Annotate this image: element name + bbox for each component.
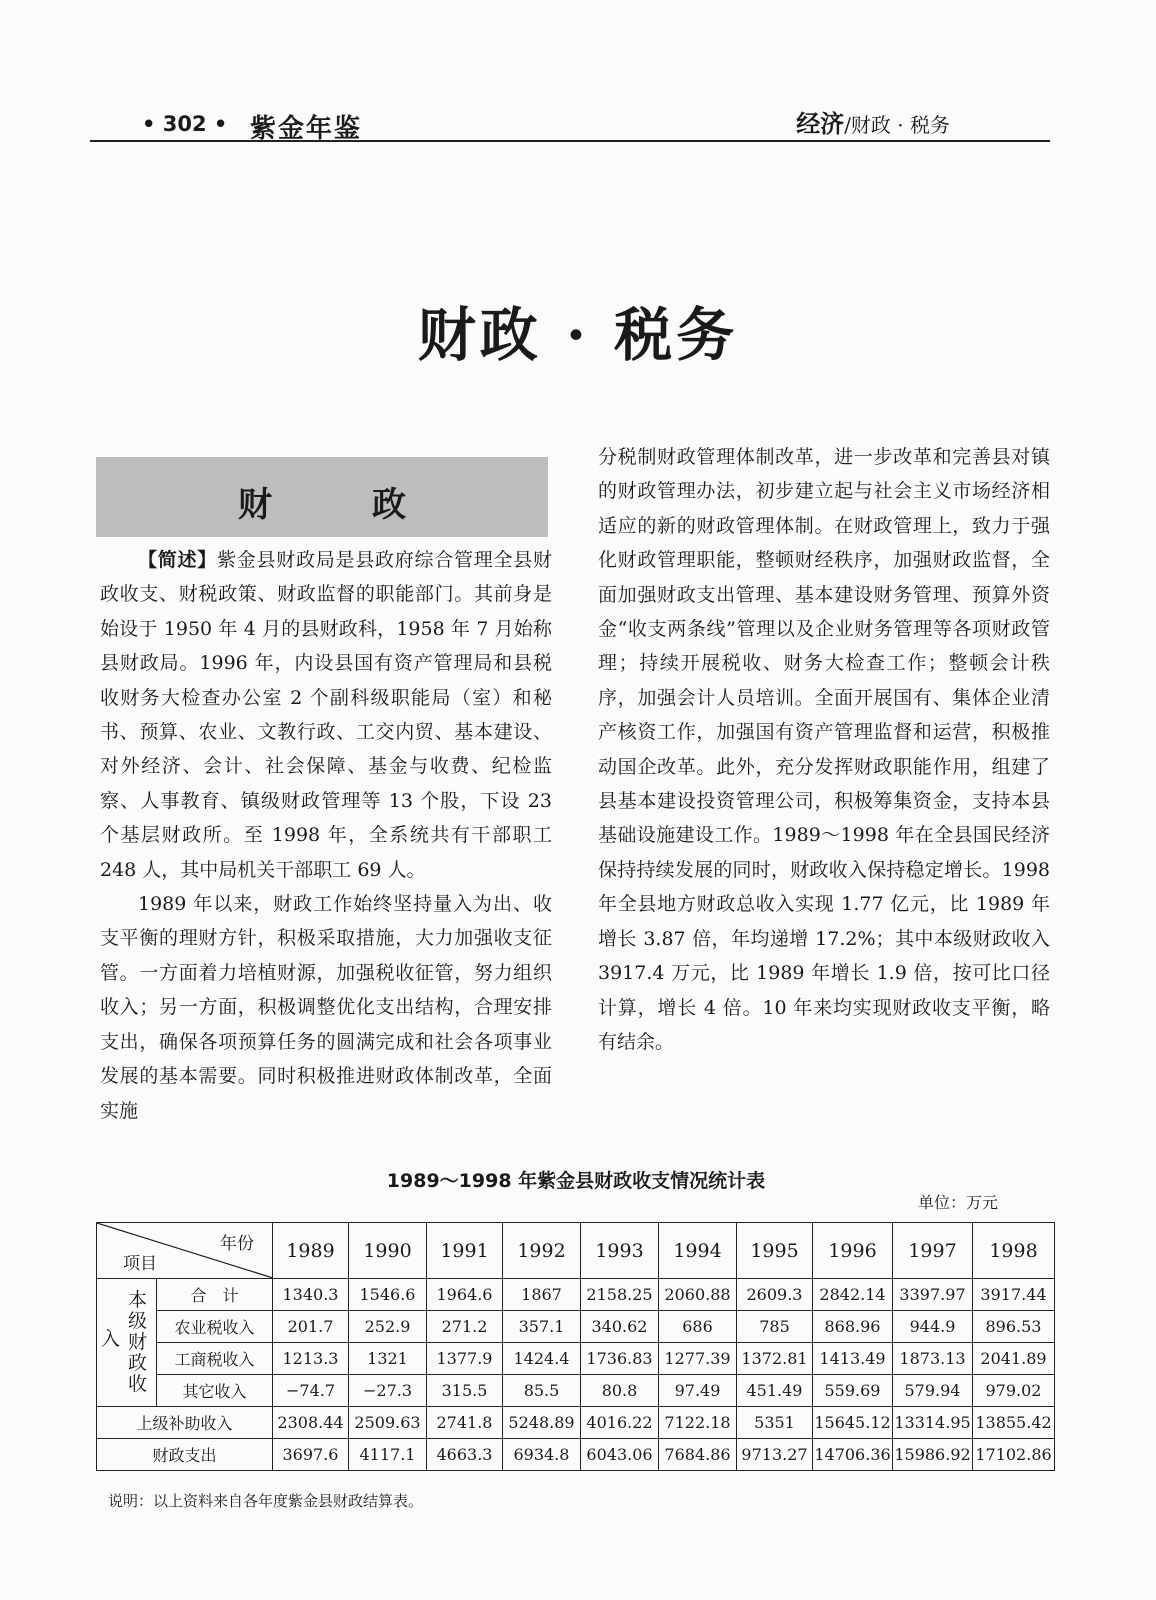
table-row bbox=[97, 1439, 1055, 1471]
table-cell: 944.9 bbox=[893, 1311, 973, 1343]
table-cell: 5351 bbox=[737, 1407, 813, 1439]
table-cell: 2060.88 bbox=[659, 1279, 737, 1311]
section-heading: 财政 bbox=[238, 485, 506, 525]
table-cell: 451.49 bbox=[737, 1375, 813, 1407]
chapter-title: 财政 · 税务 bbox=[417, 301, 739, 369]
year-header: 1992 bbox=[503, 1223, 581, 1279]
table-row bbox=[97, 1407, 1055, 1439]
table-cell: 201.7 bbox=[273, 1311, 349, 1343]
table-cell: 2842.14 bbox=[813, 1279, 893, 1311]
table-cell: 1873.13 bbox=[893, 1343, 973, 1375]
year-header: 1990 bbox=[349, 1223, 427, 1279]
table-cell: 1736.83 bbox=[581, 1343, 659, 1375]
section-heading-box bbox=[96, 457, 548, 537]
table-cell: −27.3 bbox=[349, 1375, 427, 1407]
table-unit: 单位：万元 bbox=[918, 1193, 999, 1212]
group-label-char: 政 bbox=[127, 1352, 147, 1374]
overview-tag: 【简述】 bbox=[138, 549, 217, 571]
table-row bbox=[97, 1279, 1055, 1311]
table-cell: 9713.27 bbox=[737, 1439, 813, 1471]
table-cell: 2741.8 bbox=[427, 1407, 503, 1439]
table-cell: 2041.89 bbox=[973, 1343, 1055, 1375]
table-cell: 13855.42 bbox=[973, 1407, 1055, 1439]
year-header: 1993 bbox=[581, 1223, 659, 1279]
table-cell: 1213.3 bbox=[273, 1343, 349, 1375]
table-cell: 15986.92 bbox=[893, 1439, 973, 1471]
table-cell: 17102.86 bbox=[973, 1439, 1055, 1471]
corner-year-label: 年份 bbox=[220, 1234, 254, 1254]
table-cell: 6043.06 bbox=[581, 1439, 659, 1471]
row-label: 其它收入 bbox=[157, 1375, 273, 1407]
table-cell: 1377.9 bbox=[427, 1343, 503, 1375]
row-label: 财政支出 bbox=[97, 1439, 273, 1471]
overview-text: 紫金县财政局是县政府综合管理全县财政收支、财税政策、财政监督的职能部门。其前身是始设于 1950 年 4 月的县财政科，1958 年 7 月始称县财政局。1996 年，内设县国有资产管理局和县税收财务大检查办公室 2 个副科级职能局（室）和秘书、预算、农业、文教行政、工交内贸、基本建设、对外经济、会计、社会保障、基金与收费、纪检监察、人事教育、镇级财政管理等 13 个股，下设 23 个基层财政所。至 1998 年，全系统共有干部职工 248 人，其中局机关干部职工 69 人。 bbox=[100, 549, 552, 881]
table-cell: 1964.6 bbox=[427, 1279, 503, 1311]
table-cell: 2308.44 bbox=[273, 1407, 349, 1439]
table-cell: 5248.89 bbox=[503, 1407, 581, 1439]
row-label: 上级补助收入 bbox=[97, 1407, 273, 1439]
table-cell: 4663.3 bbox=[427, 1439, 503, 1471]
table-cell: 868.96 bbox=[813, 1311, 893, 1343]
table-cell: 97.49 bbox=[659, 1375, 737, 1407]
book-title: 紫金年鉴 bbox=[250, 114, 363, 144]
table-cell: 4117.1 bbox=[349, 1439, 427, 1471]
group-label-char: 财 bbox=[127, 1331, 147, 1353]
table-cell: 1321 bbox=[349, 1343, 427, 1375]
group-label-char: 收 bbox=[127, 1373, 147, 1395]
row-label: 工商税收入 bbox=[157, 1343, 273, 1375]
section-path-sub: /财政 · 税务 bbox=[844, 113, 950, 137]
table-cell: 979.02 bbox=[973, 1375, 1055, 1407]
table-cell: 3397.97 bbox=[893, 1279, 973, 1311]
body-paragraph: 1989 年以来，财政工作始终坚持量入为出、收支平衡的理财方针，积极采取措施，大力加强收支征管。一方面着力培植财源，加强税收征管，努力组织收入；另一方面，积极调整优化支出结构，合理安排支出，确保各项预算任务的圆满完成和社会各项事业发展的基本需要。同时积极推进财政体制改革，全面实施 bbox=[100, 893, 552, 1122]
table-cell: 315.5 bbox=[427, 1375, 503, 1407]
year-header: 1989 bbox=[273, 1223, 349, 1279]
table-title: 1989～1998 年紫金县财政收支情况统计表 bbox=[386, 1170, 766, 1192]
table-cell: 3697.6 bbox=[273, 1439, 349, 1471]
table-cell: 559.69 bbox=[813, 1375, 893, 1407]
table-cell: 4016.22 bbox=[581, 1407, 659, 1439]
row-label: 合 计 bbox=[157, 1279, 273, 1311]
section-path-main: 经济 bbox=[796, 109, 845, 138]
table-cell: 6934.8 bbox=[503, 1439, 581, 1471]
group-label-char: 本 bbox=[127, 1289, 147, 1311]
table-cell: 14706.36 bbox=[813, 1439, 893, 1471]
body-paragraph-continued: 分税制财政管理体制改革，进一步改革和完善县对镇的财政管理办法，初步建立起与社会主义市场经济相适应的新的财政管理体制。在财政管理上，致力于强化财政管理职能，整顿财经秩序，加强财政监督，全面加强财政支出管理、基本建设财务管理、预算外资金“收支两条线”管理以及企业财务管理等各项财政管理；持续开展税收、财务大检查工作；整顿会计秩序，加强会计人员培训。全面开展国有、集体企业清产核资工作，加强国有资产管理监督和运营，积极推动国企改革。此外，充分发挥财政职能作用，组建了县基本建设投资管理公司，积极筹集资金，支持本县基础设施建设工作。1989～1998 年在全县国民经济保持持续发展的同时，财政收入保持稳定增长。1998 年全县地方财政总收入实现 1.77 亿元，比 1989 年增长 3.87 倍，年均递增 17.2%；其中本级财政收入 3917.4 万元，比 1989 年增长 1.9 倍，按可比口径计算，增长 4 倍。10 年来均实现财政收支平衡，略有结余。 bbox=[598, 446, 1050, 1053]
table-row bbox=[97, 1311, 1055, 1343]
year-header: 1998 bbox=[973, 1223, 1055, 1279]
corner-item-label: 项目 bbox=[123, 1254, 157, 1274]
table-cell: 1340.3 bbox=[273, 1279, 349, 1311]
revenue-group-label bbox=[97, 1279, 157, 1407]
table-header-row bbox=[97, 1223, 1055, 1279]
table-corner-cell bbox=[97, 1223, 273, 1279]
overview-paragraph bbox=[100, 543, 552, 887]
finance-table bbox=[96, 1222, 1055, 1471]
table-cell: 271.2 bbox=[427, 1311, 503, 1343]
table-cell: −74.7 bbox=[273, 1375, 349, 1407]
table-cell: 896.53 bbox=[973, 1311, 1055, 1343]
table-cell: 15645.12 bbox=[813, 1407, 893, 1439]
table-cell: 7122.18 bbox=[659, 1407, 737, 1439]
table-row bbox=[97, 1343, 1055, 1375]
table-cell: 2609.3 bbox=[737, 1279, 813, 1311]
group-label-left: 入 bbox=[101, 1328, 121, 1350]
table-cell: 85.5 bbox=[503, 1375, 581, 1407]
table-cell: 340.62 bbox=[581, 1311, 659, 1343]
table-cell: 13314.95 bbox=[893, 1407, 973, 1439]
table-cell: 1867 bbox=[503, 1279, 581, 1311]
left-column bbox=[100, 543, 552, 1128]
row-label: 农业税收入 bbox=[157, 1311, 273, 1343]
table-cell: 2509.63 bbox=[349, 1407, 427, 1439]
table-row bbox=[97, 1375, 1055, 1407]
table-cell: 7684.86 bbox=[659, 1439, 737, 1471]
table-note: 说明：以上资料来自各年度紫金县财政结算表。 bbox=[108, 1492, 424, 1510]
table-cell: 252.9 bbox=[349, 1311, 427, 1343]
year-header: 1996 bbox=[813, 1223, 893, 1279]
table-cell: 80.8 bbox=[581, 1375, 659, 1407]
table-cell: 1413.49 bbox=[813, 1343, 893, 1375]
table-cell: 2158.25 bbox=[581, 1279, 659, 1311]
table-cell: 785 bbox=[737, 1311, 813, 1343]
right-column bbox=[598, 440, 1050, 1059]
group-label-char: 级 bbox=[127, 1310, 147, 1332]
page-number: • 302 • bbox=[142, 112, 228, 136]
year-header: 1997 bbox=[893, 1223, 973, 1279]
table-cell: 579.94 bbox=[893, 1375, 973, 1407]
table-cell: 1546.6 bbox=[349, 1279, 427, 1311]
table-cell: 3917.44 bbox=[973, 1279, 1055, 1311]
table-cell: 1277.39 bbox=[659, 1343, 737, 1375]
table-cell: 686 bbox=[659, 1311, 737, 1343]
table-cell: 1424.4 bbox=[503, 1343, 581, 1375]
section-path bbox=[796, 104, 950, 139]
table-cell: 357.1 bbox=[503, 1311, 581, 1343]
year-header: 1995 bbox=[737, 1223, 813, 1279]
year-header: 1994 bbox=[659, 1223, 737, 1279]
year-header: 1991 bbox=[427, 1223, 503, 1279]
page-header bbox=[90, 100, 1050, 142]
table-cell: 1372.81 bbox=[737, 1343, 813, 1375]
